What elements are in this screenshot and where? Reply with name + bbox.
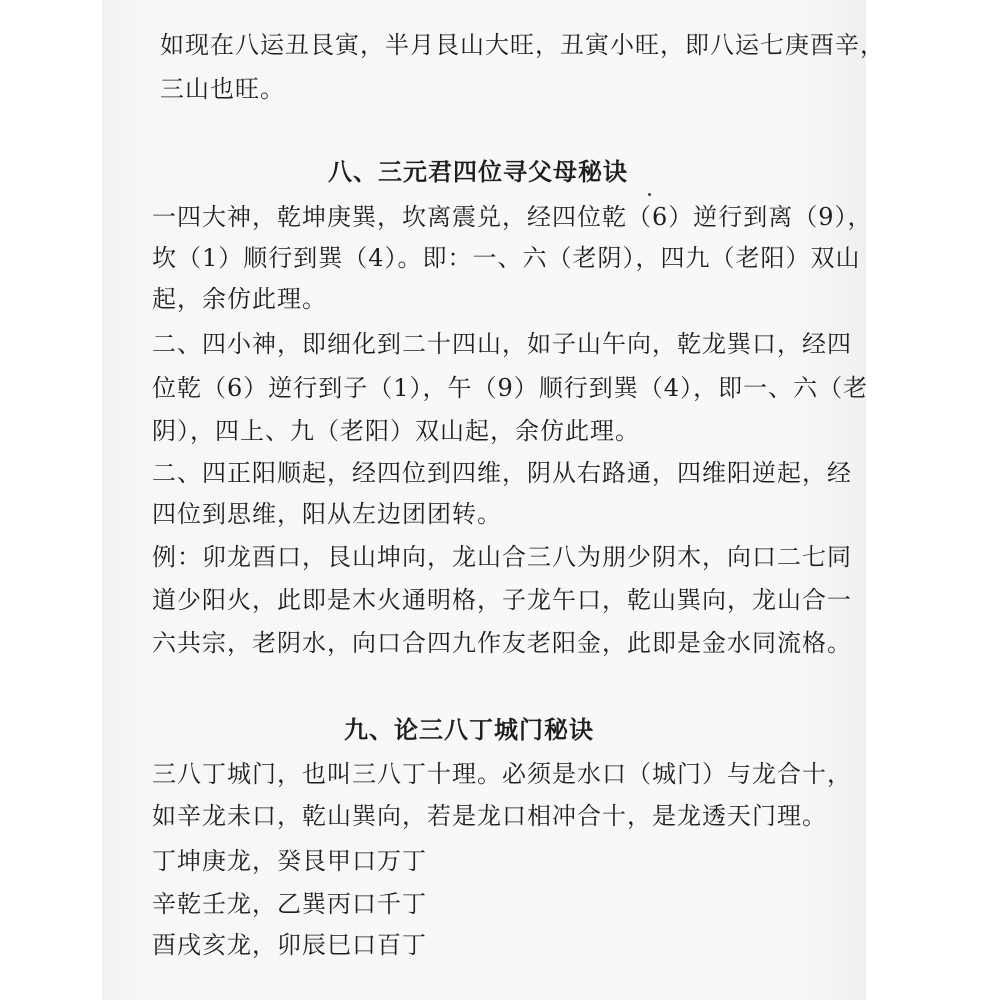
section-9-line-5: 酉戌亥龙，卯辰巳口百丁	[152, 931, 427, 959]
intro-line-1: 如现在八运丑艮寅，半月艮山大旺，丑寅小旺，即八运七庚酉辛，	[160, 31, 885, 59]
section-8-line-3: 起，余仿此理。	[152, 285, 327, 313]
section-8-line-1: 一四大神，乾坤庚巽，坎离震兑，经四位乾（6）逆行到离（9），	[152, 203, 873, 231]
section-8-line-4: 二、四小神，即细化到二十四山，如子山午向，乾龙巽口，经四	[152, 330, 852, 358]
section-9-title: 九、论三八丁城门秘诀	[344, 715, 594, 744]
section-9-line-1: 三八丁城门，也叫三八丁十理。必须是水口（城门）与龙合十，	[152, 760, 852, 788]
section-8-line-9: 例：卯龙酉口，艮山坤向，龙山合三八为朋少阴木，向口二七同	[152, 543, 852, 571]
section-8-line-5: 位乾（6）逆行到子（1），午（9）顺行到巽（4），即一、六（老	[152, 374, 869, 402]
section-9-line-2: 如辛龙未口，乾山巽向，若是龙口相冲合十，是龙透天门理。	[152, 802, 827, 830]
section-8-line-7: 二、四正阳顺起，经四位到四维，阴从右路通，四维阳逆起，经	[152, 459, 852, 487]
ink-speck	[648, 193, 651, 196]
left-background	[0, 0, 102, 1000]
section-8-line-10: 道少阳火，此即是木火通明格，子龙午口，乾山巽向，龙山合一	[152, 586, 852, 614]
section-9-line-3: 丁坤庚龙，癸艮甲口万丁	[152, 847, 427, 875]
section-8-title: 八、三元君四位寻父母秘诀	[328, 157, 628, 186]
section-8-line-2: 坎（1）顺行到巽（4）。即：一、六（老阴），四九（老阳）双山	[152, 244, 861, 272]
right-background	[866, 0, 1000, 1000]
section-8-line-6: 阴），四上、九（老阳）双山起，余仿此理。	[152, 417, 640, 445]
section-8-line-11: 六共宗，老阴水，向口合四九作友老阳金，此即是金水同流格。	[152, 629, 852, 657]
intro-line-2: 三山也旺。	[160, 75, 285, 103]
section-8-line-8: 四位到思维，阳从左边团团转。	[152, 500, 502, 528]
section-9-line-4: 辛乾壬龙，乙巽丙口千丁	[152, 890, 427, 918]
